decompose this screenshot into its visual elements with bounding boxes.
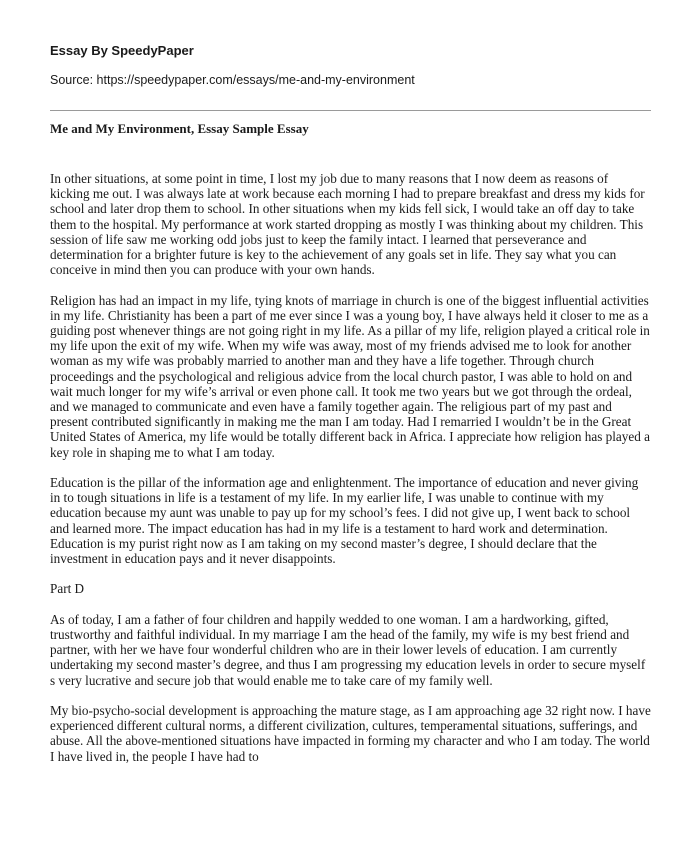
paragraph: Religion has had an impact in my life, tying knots of marriage in church is one of the biggest influential activities in my life. Christianity has been a part of me ever since I was a young boy, I have always held it closer to me as a guiding post whenever things are not going right in my life. As a pillar of my life, religion played a critical role in my life upon the exit of my wife. When my wife was away, most of my friends advised me to look for another woman as my wife was probably married to another man and they have a life together. Through church proceedings and the psychological and religious advice from the local church pastor, I was able to hold on and wait much longer for my wife’s arrival or even phone call. It took me two years but we got through the ordeal, and we managed to communicate and even have a family together again. The religious part of my past and present contributed significantly in making me the man I am today. Had I remarried I wouldn’t be in the Great United States of America, my life would be totally different back in Africa. I appreciate how religion has played a key role in shaping me to what I am today. [50,292,650,460]
paragraph: My bio-psycho-social development is approaching the mature stage, as I am approaching age 32 right now. I have experienced different cultural norms, a different civilization, cultures, temperamental situations, sufferings, and abuse. All the above-mentioned situations have impacted in forming my character and who I am today. The world I have lived in, the people I have had to [50,703,651,764]
paragraph: As of today, I am a father of four children and happily wedded to one woman. I am a hardworking, gifted, trustworthy and faithful individual. In my marriage I am the head of the family, my wife is my best friend and partner, with her we have four wonderful children who are in their lower levels of education. I am currently undertaking my second master’s degree, and thus I am progressing my education levels in order to secure myself s very lucrative and secure job that would enable me to take care of my family well. [50,611,646,688]
brand-title: Essay By SpeedyPaper [50,43,194,58]
paragraph: Education is the pillar of the information age and enlightenment. The importance of education and never giving in to tough situations in life is a testament of my life. In my earlier life, I was unable to continue with my education because my aunt was unable to pay up for my school’s fees. I did not give up, I went back to school and learned more. The impact education has had in my life is a testament to hard work and determination. Education is my purist right now as I am taking on my second master’s degree, I should declare that the investment in education pays and it never disappoints. [50,475,639,567]
header-divider [50,110,651,111]
section-heading: Part D [50,581,85,597]
essay-title: Me and My Environment, Essay Sample Essay [50,121,309,136]
paragraph: In other situations, at some point in time, I lost my job due to many reasons that I now deem as reasons of kicking me out. I was always late at work because each morning I had to prepare breakfast and dress my kids for school and later drop them to school. In other situations when my kids fell sick, I would take an off day to take them to the hospital. My performance at work started dropping as mostly I was thinking about my children. This session of life saw me working odd jobs just to keep the family intact. I learned that perseverance and determination for a brighter future is key to the achievement of any goals set in life. They say what you can conceive in mind then you can produce with your own hands. [50,171,645,278]
source-line: Source: https://speedypaper.com/essays/me-and-my-environment [50,73,415,87]
essay-body [50,171,651,779]
